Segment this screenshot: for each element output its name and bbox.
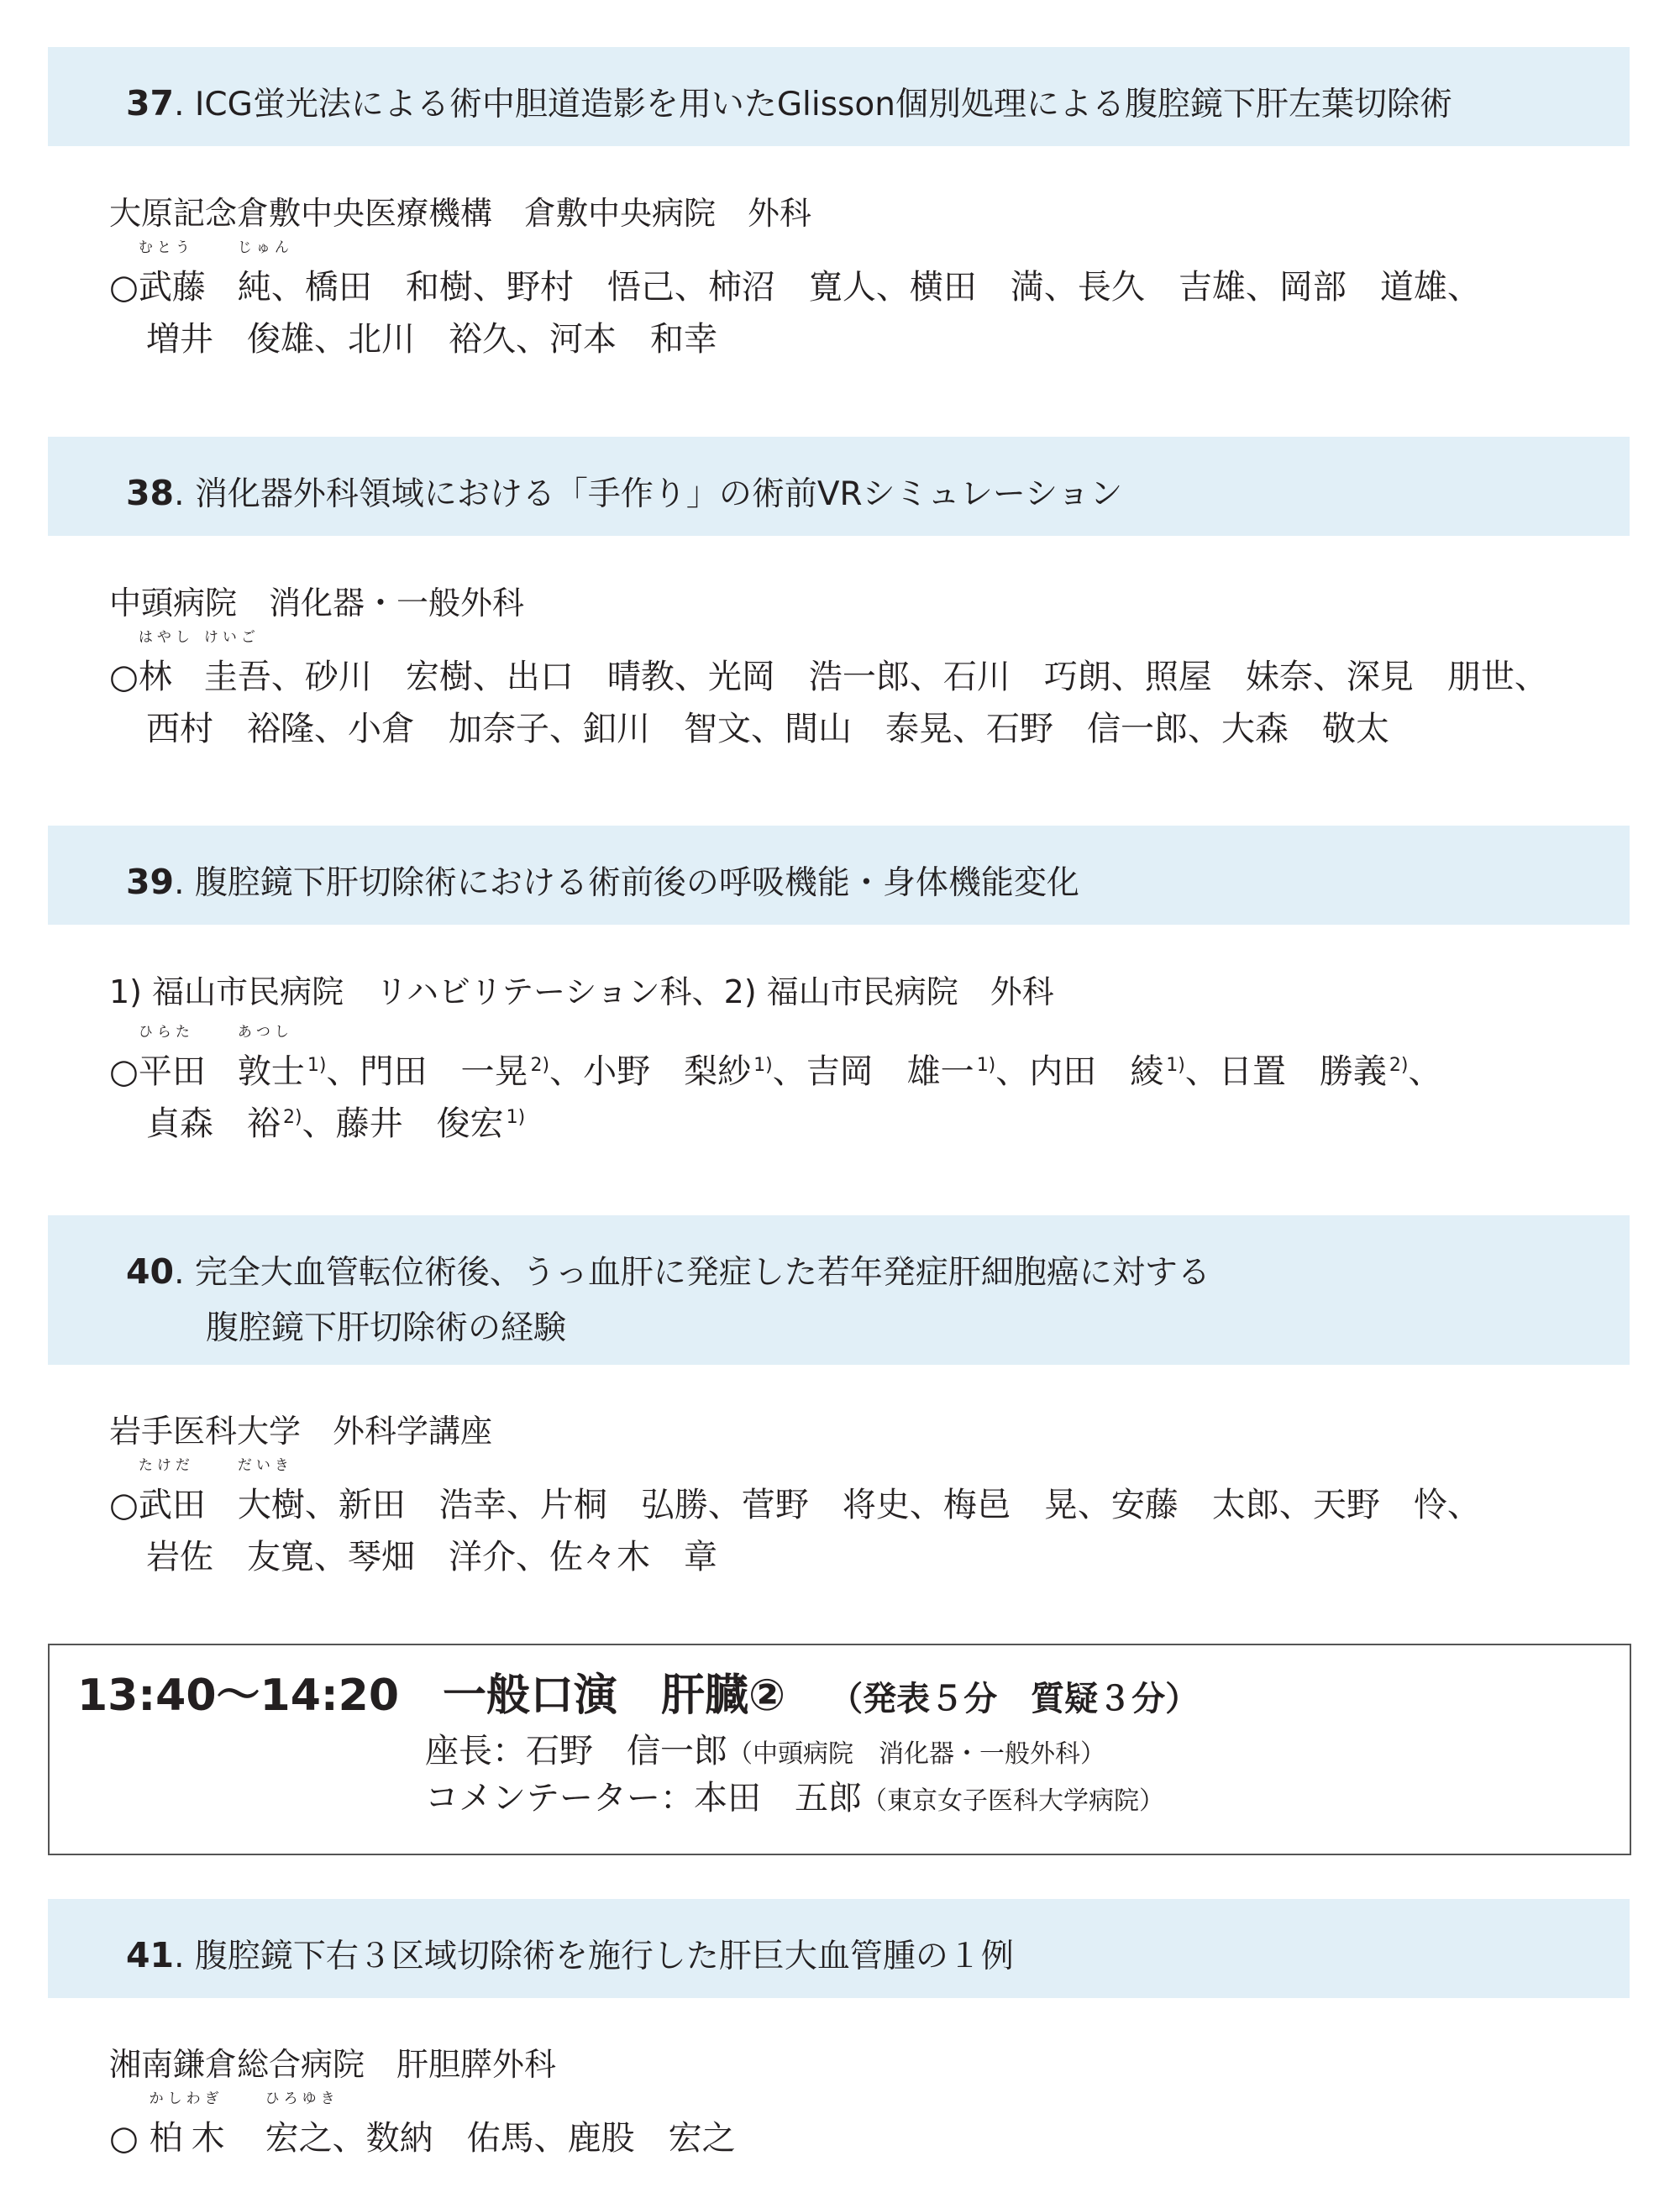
coauthor: 日置 勝義 <box>1218 1052 1387 1091</box>
abstract-title-text: 消化器外科領域における「手作り」の術前VRシミュレーション <box>194 475 1123 513</box>
abstract-40-affiliation: 岩手医科大学 外科学講座 <box>109 1413 493 1450</box>
commentator-label: コメンテーター： <box>425 1779 694 1817</box>
session-time: 13:40〜14:20 <box>77 1671 400 1721</box>
presenter-family-name: はやし 林 <box>138 629 194 696</box>
abstract-number: 40 <box>126 1251 175 1292</box>
ruby-reading: ひろゆき <box>265 2090 339 2107</box>
coauthor: 藤井 俊宏 <box>335 1104 504 1143</box>
commentator-name: 本田 五郎 <box>694 1779 862 1817</box>
abstract-39-title: 39. 腹腔鏡下肝切除術における術前後の呼吸機能・身体機能変化 <box>126 862 1079 902</box>
abstract-41-affiliation: 湘南鎌倉総合病院 肝胆膵外科 <box>109 2046 557 2083</box>
abstract-37-affiliation: 大原記念倉敷中央医療機構 倉敷中央病院 外科 <box>109 195 812 232</box>
presenter-mark: ○ <box>109 268 139 307</box>
abstract-41-authors <box>109 2090 736 2164</box>
presenter-family-name: かしわぎ 柏木 <box>149 2090 234 2158</box>
coauthor: 吉岡 雄一 <box>806 1052 974 1091</box>
abstract-41-title: 41. 腹腔鏡下右３区域切除術を施行した肝巨大血管腫の１例 <box>126 1935 1014 1975</box>
coauthor: 内田 綾 <box>1029 1052 1164 1091</box>
ruby-reading: むとう <box>138 239 194 256</box>
coauthors: 、新田 浩幸、片桐 弘勝、菅野 将史、梅邑 晃、安藤 太郎、天野 怜、 <box>304 1486 1481 1524</box>
abstract-40-title-bar <box>48 1215 1630 1365</box>
affiliation-superscript: 2) <box>1389 1055 1409 1076</box>
abstract-title-text: 腹腔鏡下右３区域切除術を施行した肝巨大血管腫の１例 <box>194 1938 1014 1975</box>
presenter-mark: ○ <box>109 658 139 696</box>
coauthors: 、橋田 和樹、野村 悟己、柿沼 寛人、横田 満、長久 吉雄、岡部 道雄、 <box>270 268 1481 307</box>
ruby-reading: じゅん <box>237 239 293 256</box>
coauthors-line-2: 岩佐 友寛、琴畑 洋介、佐々木 章 <box>146 1538 717 1576</box>
ruby-reading: はやし <box>138 629 194 646</box>
abstract-title-text: ICG蛍光法による術中胆道造影を用いたGlisson個別処理による腹腔鏡下肝左葉切除術 <box>194 86 1452 123</box>
affiliation-superscript: 1) <box>307 1055 327 1076</box>
abstract-title-text: 腹腔鏡下肝切除術における術前後の呼吸機能・身体機能変化 <box>194 864 1079 902</box>
abstract-number: 38 <box>126 473 175 513</box>
coauthors-line-2: 西村 裕隆、小倉 加奈子、釦川 智文、間山 泰晃、石野 信一郎、大森 敬太 <box>146 710 1389 748</box>
affiliation-superscript: 1) <box>976 1055 996 1076</box>
session-name: 一般口演 肝臓② <box>443 1671 786 1721</box>
presenter-mark: ○ <box>109 2119 139 2158</box>
ruby-reading: あつし <box>237 1024 293 1041</box>
presenter-family-name: たけだ 武田 <box>138 1457 206 1524</box>
session-format: （発表５分 質疑３分） <box>829 1680 1200 1718</box>
presenter-mark: ○ <box>109 1052 139 1091</box>
affiliation-superscript: 1) <box>506 1107 526 1128</box>
presenter-given-name: ひろゆき 宏之 <box>265 2090 339 2158</box>
coauthor: 貞森 裕 <box>146 1104 281 1143</box>
abstract-37-authors <box>109 239 1481 365</box>
chair-affiliation: （中頭病院 消化器・一般外科） <box>727 1739 1105 1769</box>
coauthors-line-2: 貞森 裕 $^{2)}$、藤井 俊宏 $^{1)}$ <box>146 1104 526 1143</box>
ruby-reading: けいご <box>203 629 260 646</box>
abstract-39-affiliation: 1) 福山市民病院 リハビリテーション科、2) 福山市民病院 外科 <box>109 973 1054 1010</box>
affiliation-superscript: 1) <box>1166 1055 1185 1076</box>
abstract-40-authors <box>109 1457 1481 1583</box>
coauthors: 、砂川 宏樹、出口 晴教、光岡 浩一郎、石川 巧朗、照屋 妹奈、深見 朋世、 <box>270 658 1548 696</box>
presenter-family-name: むとう 武藤 <box>138 239 206 307</box>
session-commentator <box>425 1776 1164 1823</box>
session-chair <box>425 1729 1105 1776</box>
ruby-reading: だいき <box>237 1457 293 1474</box>
ruby-reading: たけだ <box>138 1457 194 1474</box>
abstract-38-title: 38. 消化器外科領域における「手作り」の術前VRシミュレーション <box>126 473 1123 513</box>
affiliation-superscript: 2) <box>530 1055 550 1076</box>
abstract-38-affiliation: 中頭病院 消化器・一般外科 <box>109 585 525 622</box>
chair-label: 座長： <box>425 1732 526 1770</box>
presenter-given-name: あつし 敦士 <box>237 1024 305 1091</box>
abstract-39-title-bar <box>48 826 1630 925</box>
abstract-title-line-1: 完全大血管転位術後、うっ血肝に発症した若年発症肝細胞癌に対する <box>194 1254 1210 1292</box>
presenter-mark: ○ <box>109 1486 139 1524</box>
abstract-number: 41 <box>126 1935 175 1975</box>
abstract-37-title-bar <box>48 47 1630 146</box>
abstract-38-title-bar <box>48 437 1630 536</box>
abstract-title-line-2: 腹腔鏡下肝切除術の経験 <box>206 1309 567 1347</box>
presenter-given-name: じゅん 純 <box>237 239 293 307</box>
coauthor: 門田 一晃 <box>360 1052 528 1091</box>
session-header <box>48 1644 1631 1855</box>
ruby-reading: かしわぎ <box>149 2090 223 2107</box>
presenter-family-name: ひらた 平田 <box>138 1024 206 1091</box>
commentator-affiliation: （東京女子医科大学病院） <box>862 1786 1164 1816</box>
abstract-40-title: 40. 完全大血管転位術後、うっ血肝に発症した若年発症肝細胞癌に対する 腹腔鏡下肝切除術の経験 <box>126 1244 1210 1356</box>
abstract-38-authors <box>109 629 1548 755</box>
coauthors-line-2: 増井 俊雄、北川 裕久、河本 和幸 <box>146 320 717 359</box>
abstract-37-title: 37. ICG蛍光法による術中胆道造影を用いたGlisson個別処理による腹腔鏡下肝左葉切除術 <box>126 83 1452 123</box>
coauthors: 、数納 佑馬、鹿股 宏之 <box>332 2119 736 2158</box>
ruby-reading: ひらた <box>138 1024 194 1041</box>
abstract-number: 37 <box>126 83 175 123</box>
abstract-number: 39 <box>126 862 175 902</box>
coauthor: 小野 梨紗 <box>583 1052 752 1091</box>
abstract-39-authors: ○ ひらた 平田 あつし 敦士 $^{1)}$、門田 一晃 $^{2)}$、小野 梨紗 $^{1)}$、吉岡 雄一 $^{1)}$、内田 綾 $^{1)}$、日置 勝義 $^{2)}$、 貞森 裕 $^{2)}$、藤井 俊宏 $^{1)}$ <box>109 1024 1442 1143</box>
affiliation-superscript: 2) <box>283 1107 302 1128</box>
affiliation-superscript: 1) <box>753 1055 773 1076</box>
abstract-41-title-bar <box>48 1899 1630 1998</box>
chair-name: 石野 信一郎 <box>526 1732 727 1770</box>
presenter-given-name: だいき 大樹 <box>237 1457 305 1524</box>
presenter-given-name: けいご 圭吾 <box>203 629 271 696</box>
session-title <box>77 1669 1199 1726</box>
